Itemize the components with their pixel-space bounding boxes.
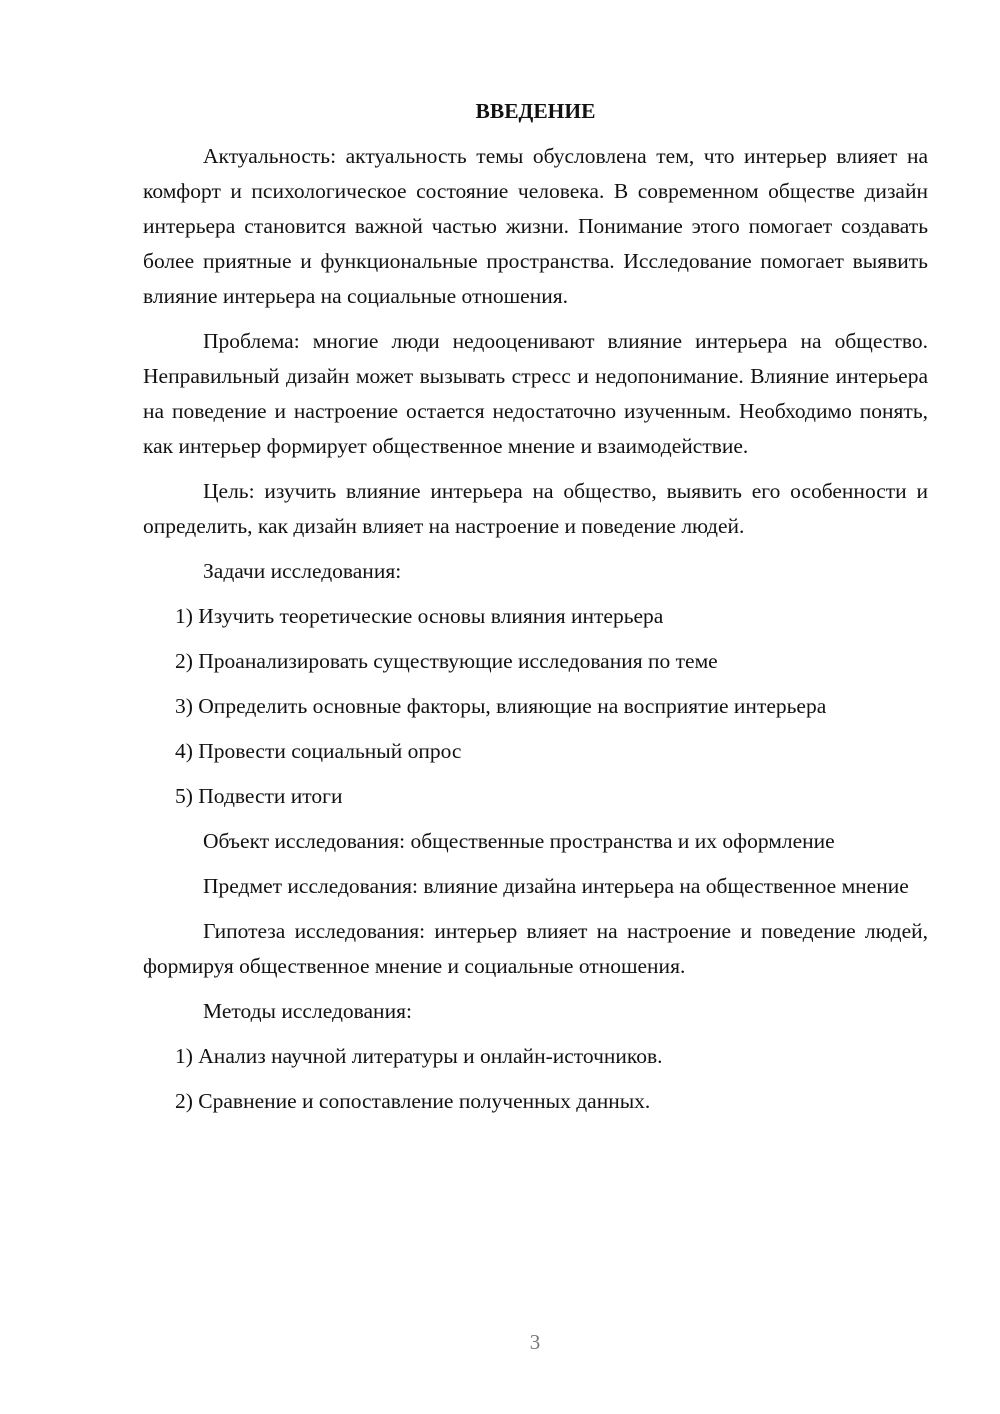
page-number: 3 [529, 1330, 541, 1354]
task-item: 2) Проанализировать существующие исследования по теме [175, 649, 718, 673]
tasks-heading: Задачи исследования: [203, 559, 402, 583]
hypothesis-paragraph: Гипотеза исследования: интерьер влияет на настроение и поведение людей, формируя общественное мнение и социальные отношения. [143, 919, 928, 978]
relevance-paragraph: Актуальность: актуальность темы обусловлена тем, что интерьер влияет на комфорт и психологическое состояние человека. В современном обществе дизайн интерьера становится важной частью жизни. Понимание этого помогает создавать более приятные и функциональные пространства. Исследование помогает выявить влияние интерьера на социальные отношения. [143, 144, 928, 308]
method-item: 1) Анализ научной литературы и онлайн-источников. [175, 1044, 663, 1068]
goal-paragraph: Цель: изучить влияние интерьера на общество, выявить его особенности и определить, как дизайн влияет на настроение и поведение людей. [143, 479, 928, 538]
subject-paragraph: Предмет исследования: влияние дизайна интерьера на общественное мнение [203, 874, 909, 898]
page-title: ВВЕДЕНИЕ [475, 99, 596, 123]
task-item: 3) Определить основные факторы, влияющие на восприятие интерьера [175, 694, 827, 718]
task-item: 1) Изучить теоретические основы влияния интерьера [175, 604, 664, 628]
task-item: 4) Провести социальный опрос [175, 739, 462, 763]
methods-heading: Методы исследования: [203, 999, 412, 1023]
object-paragraph: Объект исследования: общественные пространства и их оформление [203, 829, 835, 853]
document-page [143, 94, 928, 1129]
problem-paragraph: Проблема: многие люди недооценивают влияние интерьера на общество. Неправильный дизайн может вызывать стресс и недопонимание. Влияние интерьера на поведение и настроение остается недостаточно изученным. Необходимо понять, как интерьер формирует общественное мнение и взаимодействие. [143, 329, 928, 458]
method-item: 2) Сравнение и сопоставление полученных данных. [175, 1089, 651, 1113]
task-item: 5) Подвести итоги [175, 784, 343, 808]
